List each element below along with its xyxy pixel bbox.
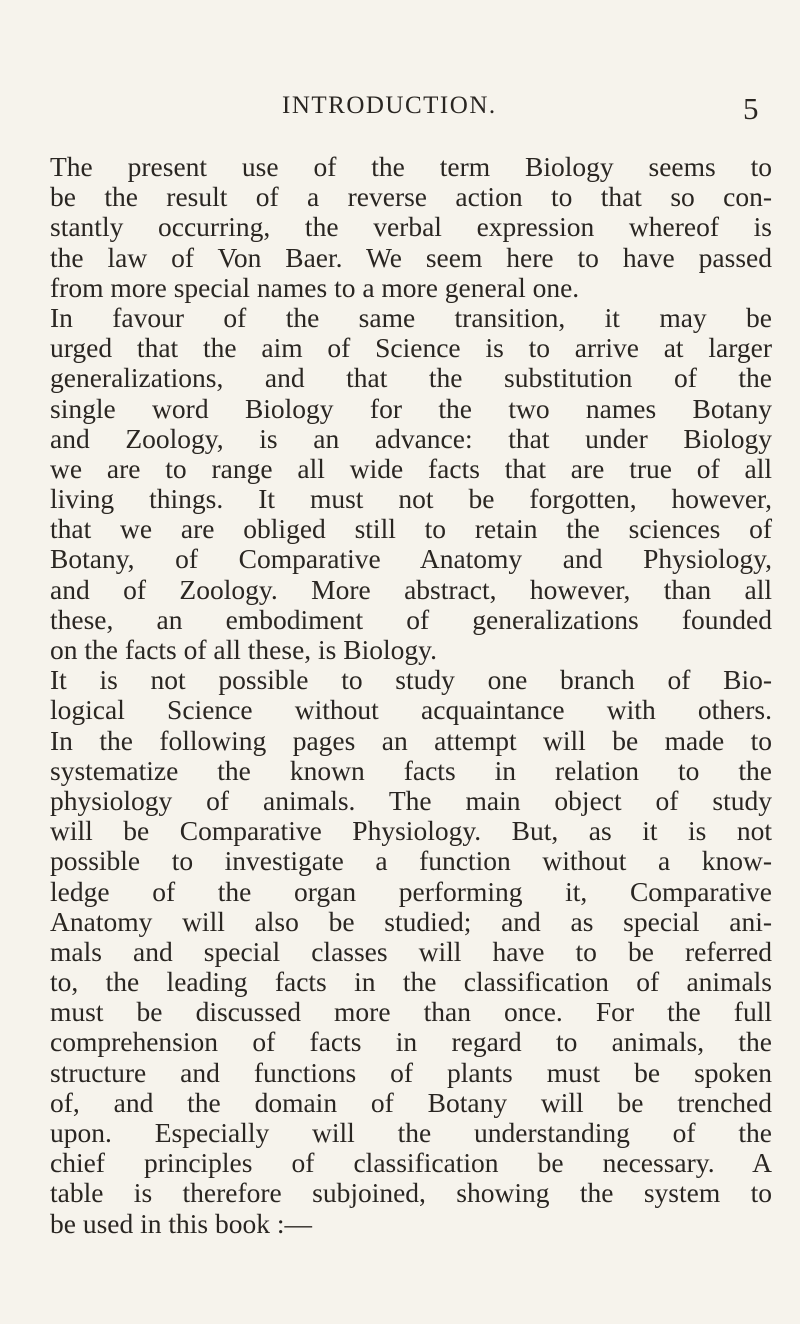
running-title: INTRODUCTION.	[282, 92, 497, 119]
text-line: urged that the aim of Science is to arrive at larger	[50, 332, 772, 364]
text-line: structure and functions of plants must be spoken	[50, 1056, 772, 1088]
text-line: from more special names to a more general one.	[50, 271, 580, 303]
text-line: the law of Von Baer. We seem here to have passed	[50, 241, 772, 273]
text-line: physiology of animals. The main object of study	[50, 784, 772, 816]
text-line: generalizations, and that the substitution of the	[50, 362, 772, 394]
text-line: will be Comparative Physiology. But, as it is not	[50, 815, 772, 847]
text-line: comprehension of facts in regard to animals, the	[50, 1026, 772, 1058]
text-line: must be discussed more than once. For the full	[50, 996, 772, 1028]
text-line: single word Biology for the two names Botany	[50, 392, 772, 424]
text-line: systematize the known facts in relation to the	[50, 754, 772, 786]
page-number: 5	[743, 91, 759, 126]
text-line: logical Science without acquaintance with others.	[50, 694, 772, 726]
text-line: upon. Especially will the understanding of the	[50, 1117, 772, 1148]
text-line: The present use of the term Biology seems to	[50, 151, 772, 182]
text-line: Botany, of Comparative Anatomy and Physiology,	[50, 543, 772, 575]
text-line: stantly occurring, the verbal expression whereof is	[50, 211, 772, 243]
text-line: that we are obliged still to retain the sciences of	[50, 513, 772, 545]
text-line: and of Zoology. More abstract, however, than all	[50, 573, 772, 605]
text-line: of, and the domain of Botany will be trenched	[50, 1086, 772, 1118]
text-line: living things. It must not be forgotten, however,	[50, 483, 772, 515]
text-line: It is not possible to study one branch of Bio-	[50, 664, 772, 696]
text-line: on the facts of all these, is Biology.	[50, 634, 437, 665]
text-line: chief principles of classification be necessary. A	[50, 1147, 772, 1179]
text-line: and Zoology, is an advance: that under Biology	[50, 422, 772, 454]
body-text	[50, 152, 772, 1239]
text-line: be the result of a reverse action to that so con-	[50, 181, 772, 213]
text-line: these, an embodiment of generalizations founded	[50, 603, 772, 635]
text-line: be used in this book :—	[50, 1207, 313, 1239]
text-line: to, the leading facts in the classification of animals	[50, 966, 772, 998]
text-line: we are to range all wide facts that are true of all	[50, 452, 772, 484]
text-line: mals and special classes will have to be referred	[50, 935, 772, 967]
text-line: table is therefore subjoined, showing the system to	[50, 1177, 772, 1209]
running-head	[0, 92, 800, 132]
text-line: Anatomy will also be studied; and as special ani-	[50, 905, 772, 937]
text-line: In favour of the same transition, it may be	[50, 301, 772, 333]
text-line: ledge of the organ performing it, Comparative	[50, 875, 772, 907]
text-line: In the following pages an attempt will be made to	[50, 724, 772, 756]
text-line: possible to investigate a function without a know-	[50, 845, 772, 877]
